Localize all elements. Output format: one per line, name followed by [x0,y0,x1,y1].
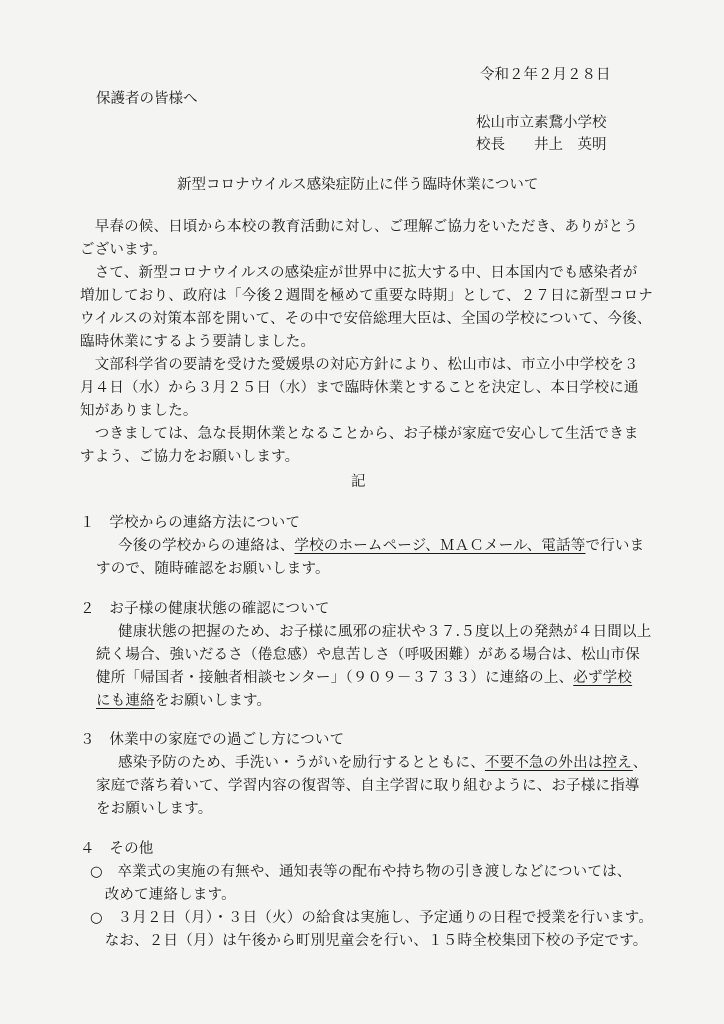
section-heading: ３ 休業中の家庭での過ごし方について [80,732,345,748]
intro-line: すよう、ご協力をお願いします。 [80,449,300,465]
list-item: ○ ３月２日（月）・３日（火）の給食は実施し、予定通りの日程で授業を行います。 [90,910,654,926]
intro-line: 増加しており、政府は「今後２週間を極めて重要な時期」として、２７日に新型コロナ [80,288,654,304]
intro-line: 文部科学省の要請を受けた愛媛県の対応方針により、松山市は、市立小中学校を３ [80,357,639,373]
document-title: 新型コロナウイルス感染症防止に伴う臨時休業について [177,177,539,193]
underlined-text: 必ず学校 [573,670,633,686]
underlined-text: 学校のホームページ、ＭＡＣメール、電話等 [294,538,586,554]
section-line [118,756,648,771]
intro-line: 臨時休業にするよう要請しました。 [80,334,316,350]
section-line [96,671,632,686]
intro-line: ございます。 [80,242,168,258]
text-fragment: 、 [632,755,648,771]
intro-line: つきましては、急な長期休業となることから、お子様が家庭で安心して生活できま [80,426,639,442]
ki-heading: 記 [351,474,366,490]
section-line: 家庭で落ち着いて、学習内容の復習等、自主学習に取り組むように、お子様に指導 [96,778,640,794]
intro-line: ウイルスの対策本部を開いて、その中で安倍総理大臣は、全国の学校について、今後、 [80,311,652,327]
intro-line: さて、新型コロナウイルスの感染症が世界中に拡大する中、日本国内でも感染者が [80,265,638,281]
principal-name: 校長 井上 英明 [476,137,607,153]
section-heading: １ 学校からの連絡方法について [80,515,301,531]
text-fragment: 健所「帰国者・接触者相談センター」（９０９－３７３３）に連絡の上、 [96,670,574,686]
intro-line: 早春の候、日頃から本校の教育活動に対し、ご理解ご協力をいただき、ありがとう [80,219,639,235]
section-line: すので、随時確認をお願いします。 [96,561,330,577]
text-fragment: をお願いします。 [154,693,272,709]
underlined-text: にも連絡 [96,693,155,709]
section-heading: ２ お子様の健康状態の確認について [80,601,330,617]
school-name: 松山市立素鵞小学校 [476,115,607,131]
text-fragment: 感染予防のため、手洗い・うがいを励行するとともに、 [118,755,485,771]
section-line [118,539,644,554]
addressee: 保護者の皆様へ [96,91,198,107]
section-line [96,694,271,709]
text-fragment: で行いま [585,538,645,554]
date: 令和２年２月２８日 [480,67,611,83]
list-item: なお、２日（月）は午後から町別児童会を行い、１５時全校集団下校の予定です。 [90,933,648,949]
list-item: 改めて連絡します。 [90,887,236,903]
intro-line: 知がありました。 [80,403,198,419]
underlined-text: 不要不急の外出は控え [484,755,633,771]
list-item: ○ 卒業式の実施の有無や、通知表等の配布や持ち物の引き渡しなどについては、 [90,864,632,880]
intro-line: 月４日（水）から３月２５日（水）まで臨時休業とすることを決定し、本日学校に通 [80,380,639,396]
text-fragment: 今後の学校からの連絡は、 [118,538,295,554]
section-line: をお願いします。 [96,801,213,817]
section-line: 健康状態の把握のため、お子様に風邪の症状や３７.５度以上の発熱が４日間以上 [118,624,652,640]
section-line: 続く場合、強いだるさ（倦怠感）や息苦しさ（呼吸困難）がある場合は、松山市保 [96,647,640,663]
section-heading: ４ その他 [80,841,154,857]
